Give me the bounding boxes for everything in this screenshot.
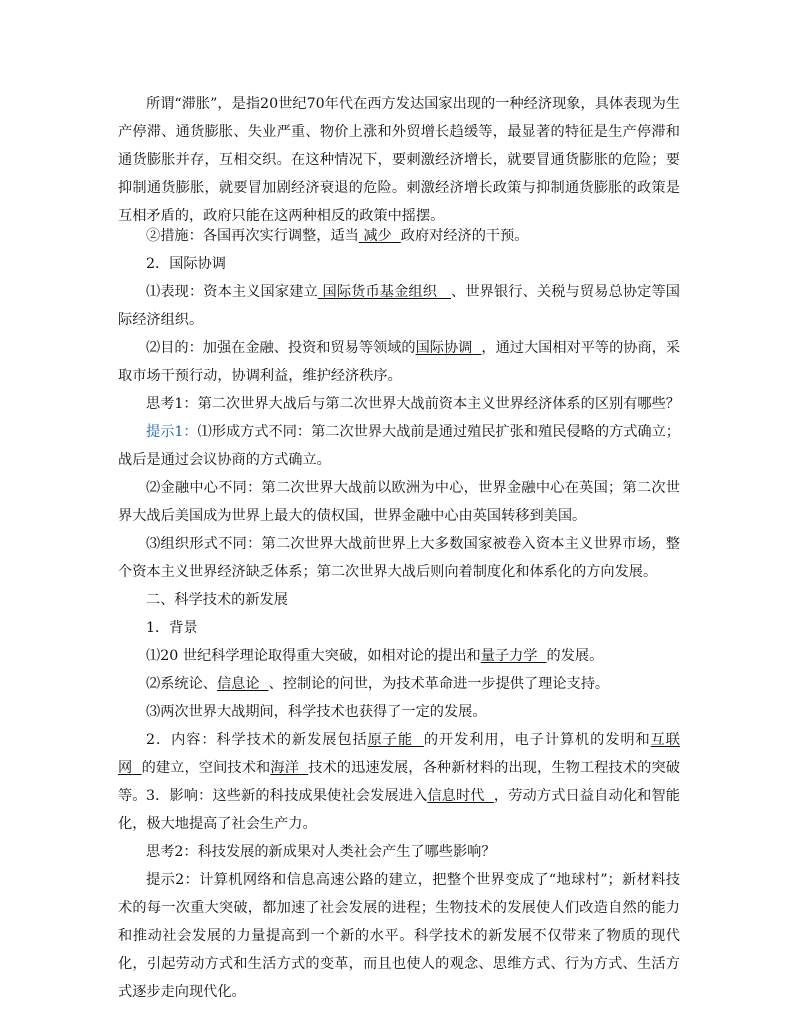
text: 、世界银行、关税与贸易总协定等国际经济组织。 (118, 284, 680, 328)
text: 3．影响：这些新的科技成果使社会发展进入 (146, 788, 428, 804)
answer-blank: 信息时代 (427, 788, 485, 804)
answer-blank: 量子力学 (480, 648, 538, 664)
answer-blank: 信息论 (216, 676, 260, 692)
text: ，通过大国相对平等的协商，采取市场干预行动，协调利益，维护经济秩序。 (118, 340, 681, 384)
paragraph-impact (118, 782, 680, 838)
text: 、控制论的问世，为技术革命进一步提供了理论支持。 (268, 676, 610, 692)
text: ②措施：各国再次实行调整，适当 (146, 228, 359, 244)
hint-1-point-2: ⑵金融中心不同：第二次世界大战前以欧洲为中心，世界金融中心在英国；第二次世界大战后美国成为世界上最大的债权国，世界金融中心由英国转移到美国。 (118, 480, 680, 524)
paragraph-measures (118, 222, 680, 250)
text: 技术的迅速发展，各种新材料的出现，生物工程技术的突破等。 (118, 760, 680, 804)
background-3: ⑶两次世界大战期间，科学技术也获得了一定的发展。 (146, 704, 487, 720)
background-1 (118, 642, 680, 670)
section-2-title: 二、科学技术的新发展 (146, 592, 288, 608)
text: 政府对经济的干预。 (400, 228, 529, 244)
hint-label: 提示1： (146, 424, 198, 440)
hint-1-point-3: ⑶组织形式不同：第二次世界大战前世界上大多数国家被卷入资本主义世界市场，整个资本主义世界经济缺乏体系；第二次世界大战后则向着制度化和体系化的方向发展。 (118, 536, 680, 580)
question-2: 思考2：科技发展的新成果对人类社会产生了哪些影响？ (146, 844, 496, 860)
text: ⑵目的：加强在金融、投资和贸易等领域的 (146, 340, 416, 356)
answer-blank: 海洋 (270, 760, 299, 776)
answer-blank: 国际协调 (415, 340, 473, 356)
text: 的开发利用，电子计算机的发明和 (423, 732, 651, 748)
text: ⑴形成方式不同：第二次世界大战前是通过殖民扩张和殖民侵略的方式确立；战后是通过会议协商的方式确立。 (118, 424, 680, 468)
paragraph-intl-2 (118, 334, 680, 390)
text: 的发展。 (546, 648, 604, 664)
text: ⑵系统论、 (146, 676, 217, 692)
hint-1-point-1 (118, 418, 680, 474)
answer-blank: 原子能 (367, 732, 413, 748)
text: 2．内容：科学技术的新发展包括 (146, 732, 368, 748)
paragraph-intl-1 (118, 278, 680, 334)
background-2 (118, 670, 680, 698)
text: ⑴表现：资本主义国家建立 (146, 284, 318, 300)
text: ，劳动方式日益自动化和智能化，极大地提高了社会生产力。 (118, 788, 680, 832)
heading-background: 1．背景 (146, 620, 198, 636)
answer-blank: 国际货币基金组织 (322, 284, 438, 300)
question-1: 思考1：第二次世界大战后与第二次世界大战前资本主义世界经济体系的区别有哪些？ (146, 396, 680, 412)
heading-intl: 2．国际协调 (146, 256, 226, 272)
paragraph-stagflation: 所谓“滞胀”，是指20世纪70年代在西方发达国家出现的一种经济现象，具体表现为生产停滞、通货膨胀、失业严重、物价上涨和外贸增长趋缓等，最显著的特征是生产停滞和通货膨胀并存，互相交织。在这种情况下，要刺激经济增长，就要冒通货膨胀的危险；要抑制通货膨胀，就要冒加剧经济衰退的危险。刺激经济增长政策与抑制通货膨胀的政策是互相矛盾的，政府只能在这两种相反的政策中摇摆。 (118, 96, 680, 224)
text: 的建立，空间技术和 (141, 760, 271, 776)
hint-2: 提示2：计算机网络和信息高速公路的建立，把整个世界变成了“地球村”；新材料技术的每一次重大突破，都加速了社会发展的进程；生物技术的发展使人们改造自然的能力和推动社会发展的力量提高到一个新的水平。科学技术的新发展不仅带来了物质的现代化，引起劳动方式和生活方式的变革，而且也使人的观念、思维方式、行为方式、生活方式逐步走向现代化。 (118, 872, 680, 1000)
answer-blank: 互联网 (118, 732, 680, 776)
text: ⑴20 世纪科学理论取得重大突破，如相对论的提出和 (146, 648, 481, 664)
answer-blank: 减少 (363, 228, 392, 244)
